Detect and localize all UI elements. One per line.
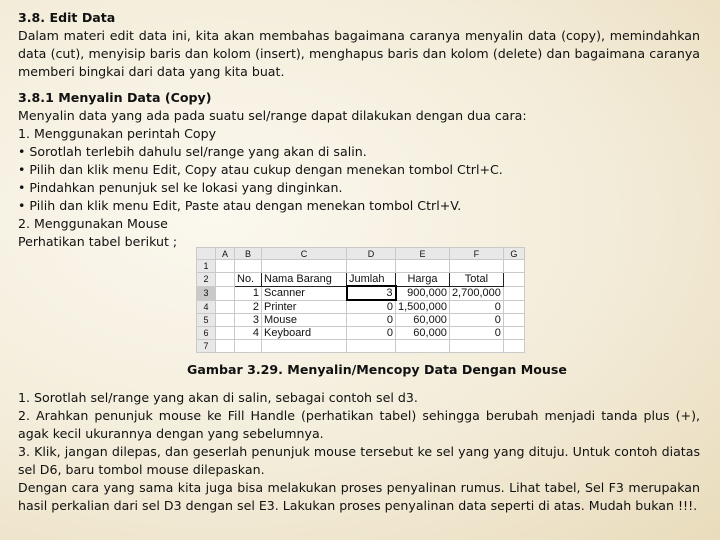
cell[interactable]: Keyboard [262, 327, 347, 340]
sub-heading: 3.8.1 Menyalin Data (Copy) [18, 90, 212, 105]
table-row [197, 286, 525, 300]
cell[interactable]: Mouse [262, 314, 347, 327]
text-line: Menyalin data yang ada pada suatu sel/range dapat dilakukan dengan dua cara: [18, 108, 527, 123]
step-3: 3. Klik, jangan dilepas, dan geserlah penunjuk mouse tersebut ke sel yang yang dituju. Untuk contoh diatas sel D6, baru tombol mouse dilepaskan. [18, 444, 700, 477]
cell[interactable]: 0 [347, 300, 396, 314]
steps-section [18, 389, 700, 515]
col-header-f: F [449, 248, 503, 260]
text-line: 2. Menggunakan Mouse [18, 216, 168, 231]
closing-paragraph: Dengan cara yang sama kita juga bisa melakukan proses penyalinan rumus. Lihat tabel, Sel F3 merupakan hasil perkalian dari sel D3 dengan sel E3. Lakukan proses penyalinan data seperti di atas. Mudah bukan !!!. [18, 480, 700, 513]
text-line: 1. Menggunakan perintah Copy [18, 126, 217, 141]
header-jumlah: Jumlah [347, 273, 396, 287]
col-header-c: C [262, 248, 347, 260]
cell[interactable]: 0 [449, 300, 503, 314]
cell[interactable]: 60,000 [396, 314, 450, 327]
header-harga: Harga [396, 273, 450, 287]
header-no: No. [235, 273, 262, 287]
table-row [197, 300, 525, 314]
step-2: 2. Arahkan penunjuk mouse ke Fill Handle (perhatikan tabel) sehingga berubah menjadi tanda plus (+), agak kecil ukurannya dengan yang sebelumnya. [18, 408, 700, 441]
cell[interactable]: 1 [235, 286, 262, 300]
bullet-line: • Pindahkan penunjuk sel ke lokasi yang dinginkan. [18, 180, 343, 195]
row-number: 3 [197, 286, 216, 300]
row-number: 6 [197, 327, 216, 340]
col-header-e: E [396, 248, 450, 260]
table-row [197, 314, 525, 327]
cell[interactable]: 3 [235, 314, 262, 327]
figure-caption: Gambar 3.29. Menyalin/Mencopy Data Dengan Mouse [187, 362, 567, 377]
row-number: 4 [197, 300, 216, 314]
bullet-line: • Sorotlah terlebih dahulu sel/range yang akan di salin. [18, 144, 367, 159]
corner-cell [197, 248, 216, 260]
col-header-g: G [503, 248, 524, 260]
col-header-d: D [347, 248, 396, 260]
col-header-b: B [235, 248, 262, 260]
row-number: 5 [197, 314, 216, 327]
bullet-line: • Pilih dan klik menu Edit, Copy atau cukup dengan menekan tombol Ctrl+C. [18, 162, 503, 177]
cell[interactable]: 1,500,000 [396, 300, 450, 314]
cell[interactable]: 0 [449, 314, 503, 327]
table-row [197, 327, 525, 340]
intro-paragraph: Dalam materi edit data ini, kita akan membahas bagaimana caranya menyalin data (copy), memindahkan data (cut), menyisip baris dan kolom (insert), menghapus baris dan kolom (delete) dan bagaimana caranya memberi bingkai dari data yang kita buat. [18, 28, 700, 79]
text-line: Perhatikan tabel berikut ; [18, 234, 178, 249]
row-number: 7 [197, 340, 216, 353]
column-header-row [197, 248, 525, 260]
cell[interactable]: 60,000 [396, 327, 450, 340]
document-body [18, 9, 700, 251]
col-header-a: A [216, 248, 235, 260]
cell[interactable]: Scanner [262, 286, 347, 300]
header-nama-barang: Nama Barang [262, 273, 347, 287]
cell[interactable]: 0 [347, 314, 396, 327]
step-1: 1. Sorotlah sel/range yang akan di salin, sebagai contoh sel d3. [18, 390, 418, 405]
cell[interactable]: Printer [262, 300, 347, 314]
bullet-line: • Pilih dan klik menu Edit, Paste atau dengan menekan tombol Ctrl+V. [18, 198, 462, 213]
cell[interactable]: 900,000 [396, 286, 450, 300]
cell[interactable]: 2,700,000 [449, 286, 503, 300]
sheet-row [197, 260, 525, 273]
selected-cell-d3[interactable]: 3 [347, 286, 396, 300]
spreadsheet-table [196, 247, 525, 353]
header-total: Total [449, 273, 503, 287]
cell[interactable]: 0 [449, 327, 503, 340]
spreadsheet-figure [196, 247, 525, 353]
cell[interactable]: 2 [235, 300, 262, 314]
section-heading: 3.8. Edit Data [18, 10, 116, 25]
cell[interactable]: 0 [347, 327, 396, 340]
row-number: 2 [197, 273, 216, 287]
row-number: 1 [197, 260, 216, 273]
table-header-row [197, 273, 525, 287]
cell[interactable]: 4 [235, 327, 262, 340]
sheet-row [197, 340, 525, 353]
